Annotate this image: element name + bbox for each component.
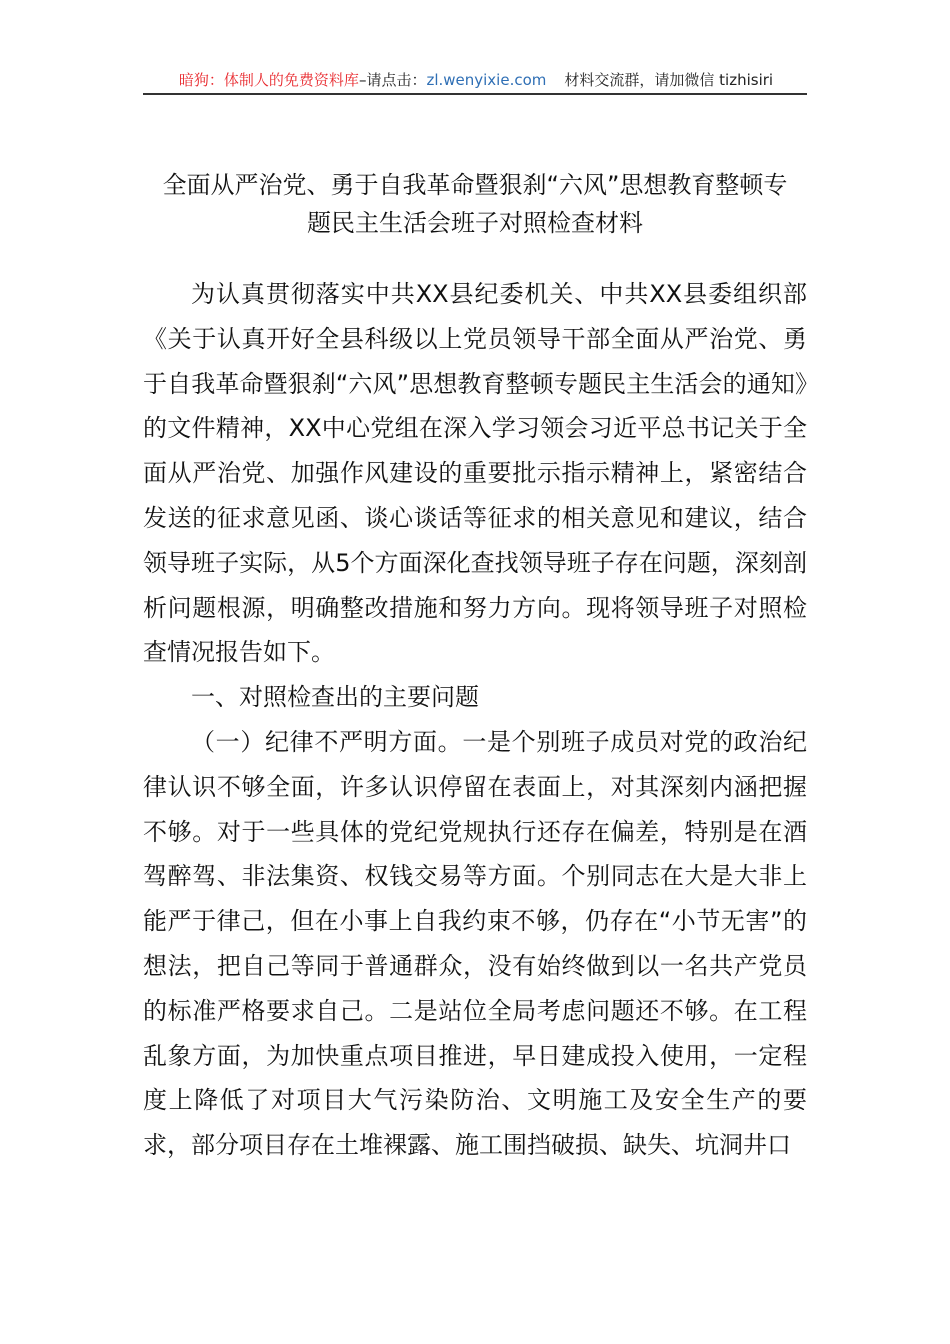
header-contact: 材料交流群，请加微信 tizhisiri — [564, 71, 774, 89]
intro-paragraph: 为认真贯彻落实中共XX县纪委机关、中共XX县委组织部《关于认真开好全县科级以上党员领导干部全面从严治党、勇于自我革命暨狠刹“六风”思想教育整顿专题民主生活会的通知》的文件精神，XX中心党组在深入学习领会习近平总书记关于全面从严治党、加强作风建设的重要批示指示精神上，紧密结合发送的征求意见函、谈心谈话等征求的相关意见和建议，结合领导班子实际，从5个方面深化查找领导班子存在问题，深刻剖析问题根源，明确整改措施和努力方向。现将领导班子对照检查情况报告如下。 — [143, 280, 807, 667]
watermark-header — [146, 68, 806, 92]
document-body — [143, 272, 807, 1168]
title-line-2: 题民主生活会班子对照检查材料 — [307, 209, 643, 237]
section-heading: 一、对照检查出的主要问题 — [191, 683, 479, 712]
title-line-1: 全面从严治党、勇于自我革命暨狠刹“六风”思想教育整顿专 — [162, 171, 788, 199]
header-url-link[interactable]: zl.wenyixie.com — [426, 71, 547, 89]
header-click-prefix: –请点击： — [358, 71, 427, 89]
header-divider — [143, 93, 807, 95]
section-1-paragraph: （一）纪律不严明方面。一是个别班子成员对党的政治纪律认识不够全面，许多认识停留在表面上，对其深刻内涵把握不够。对于一些具体的党纪党规执行还存在偏差，特别是在酒驾醉驾、非法集资、权钱交易等方面。个别同志在大是大非上能严于律己，但在小事上自我约束不够，仍存在“小节无害”的想法，把自己等同于普通群众，没有始终做到以一名共产党员的标准严格要求自己。二是站位全局考虑问题还不够。在工程乱象方面，为加快重点项目推进，早日建成投入使用，一定程度上降低了对项目大气污染防治、文明施工及安全生产的要求，部分项目存在土堆裸露、施工围挡破损、缺失、坑洞井口 — [143, 727, 807, 1160]
header-brand: 暗狗：体制人的免费资料库 — [178, 71, 359, 89]
document-title — [140, 166, 810, 242]
